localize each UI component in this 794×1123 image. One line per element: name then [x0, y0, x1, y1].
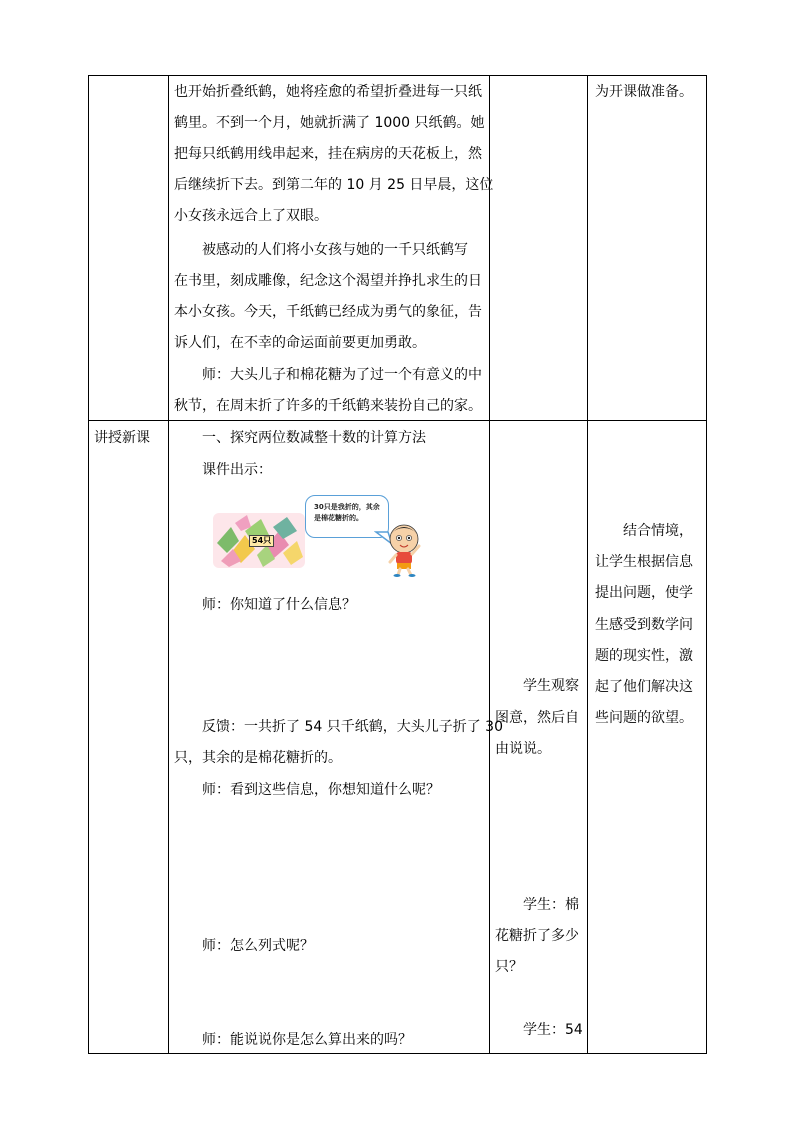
question-want-to-know: 师：看到这些信息，你想知道什么呢？ — [202, 782, 440, 798]
crane-count-badge: 54只 — [249, 535, 274, 547]
table-border-bottom — [88, 1053, 707, 1054]
table-col-divider-3 — [587, 75, 588, 1054]
student-activity-3: 由说说。 — [495, 741, 551, 757]
story-line-9: 诉人们，在不幸的命运面前要更加勇敢。 — [174, 335, 426, 351]
feedback-line-2: 只，其余的是棉花糖折的。 — [174, 750, 342, 766]
story-line-8: 本小女孩。今天，千纸鹤已经成为勇气的象征，告 — [174, 304, 482, 320]
design-intent-5: 题的现实性，激 — [595, 648, 693, 664]
big-head-son-icon — [384, 522, 424, 577]
row1-design-note: 为开课做准备。 — [595, 84, 693, 100]
table-border-right — [706, 75, 707, 1054]
story-line-6: 被感动的人们将小女孩与她的一千只纸鹤写 — [202, 242, 468, 258]
student-activity-2: 图意，然后自 — [495, 710, 579, 726]
story-line-2: 鹤里。不到一个月，她就折满了 1000 只纸鹤。她 — [174, 115, 485, 131]
paper-cranes-image — [213, 513, 305, 568]
question-equation: 师：怎么列式呢？ — [202, 938, 314, 954]
student-answer-1: 学生：棉 — [523, 897, 579, 913]
student-answer-3: 只？ — [495, 959, 523, 975]
design-intent-3: 提出问题，使学 — [595, 585, 693, 601]
story-line-5: 小女孩永远合上了双眼。 — [174, 208, 328, 224]
student-answer-4: 学生：54 — [523, 1022, 583, 1038]
section-label: 讲授新课 — [94, 430, 150, 446]
story-line-10: 师：大头儿子和棉花糖为了过一个有意义的中 — [202, 367, 482, 383]
design-intent-6: 起了他们解决这 — [595, 679, 693, 695]
table-col-divider-2 — [489, 75, 490, 1054]
table-border-left — [88, 75, 89, 1054]
story-line-4: 后继续折下去。到第二年的 10 月 25 日早晨，这位 — [174, 177, 494, 193]
question-how-calculated: 师：能说说你是怎么算出来的吗？ — [202, 1032, 412, 1048]
story-line-11: 秋节，在周末折了许多的千纸鹤来装扮自己的家。 — [174, 398, 482, 414]
story-line-7: 在书里，刻成雕像，纪念这个渴望并挣扎求生的日 — [174, 273, 482, 289]
feedback-line-1: 反馈：一共折了 54 只千纸鹤，大头儿子折了 30 — [202, 719, 503, 735]
question-info: 师：你知道了什么信息？ — [202, 597, 356, 613]
student-answer-2: 花糖折了多少 — [495, 928, 579, 944]
courseware-label: 课件出示： — [202, 462, 272, 478]
story-line-1: 也开始折叠纸鹤，她将痊愈的希望折叠进每一只纸 — [174, 84, 482, 100]
student-activity-1: 学生观察 — [523, 678, 579, 694]
design-intent-7: 些问题的欲望。 — [595, 710, 693, 726]
table-border-top — [88, 75, 707, 76]
table-row-divider — [88, 420, 707, 421]
speech-bubble-text: 30只是我折的，其余是棉花糖折的。 — [314, 503, 380, 522]
design-intent-1: 结合情境， — [623, 523, 693, 539]
table-col-divider-1 — [168, 75, 169, 1054]
design-intent-2: 让学生根据信息 — [595, 554, 693, 570]
section-heading: 一、探究两位数减整十数的计算方法 — [202, 430, 426, 446]
design-intent-4: 生感受到数学问 — [595, 617, 693, 633]
story-line-3: 把每只纸鹤用线串起来，挂在病房的天花板上，然 — [174, 146, 482, 162]
